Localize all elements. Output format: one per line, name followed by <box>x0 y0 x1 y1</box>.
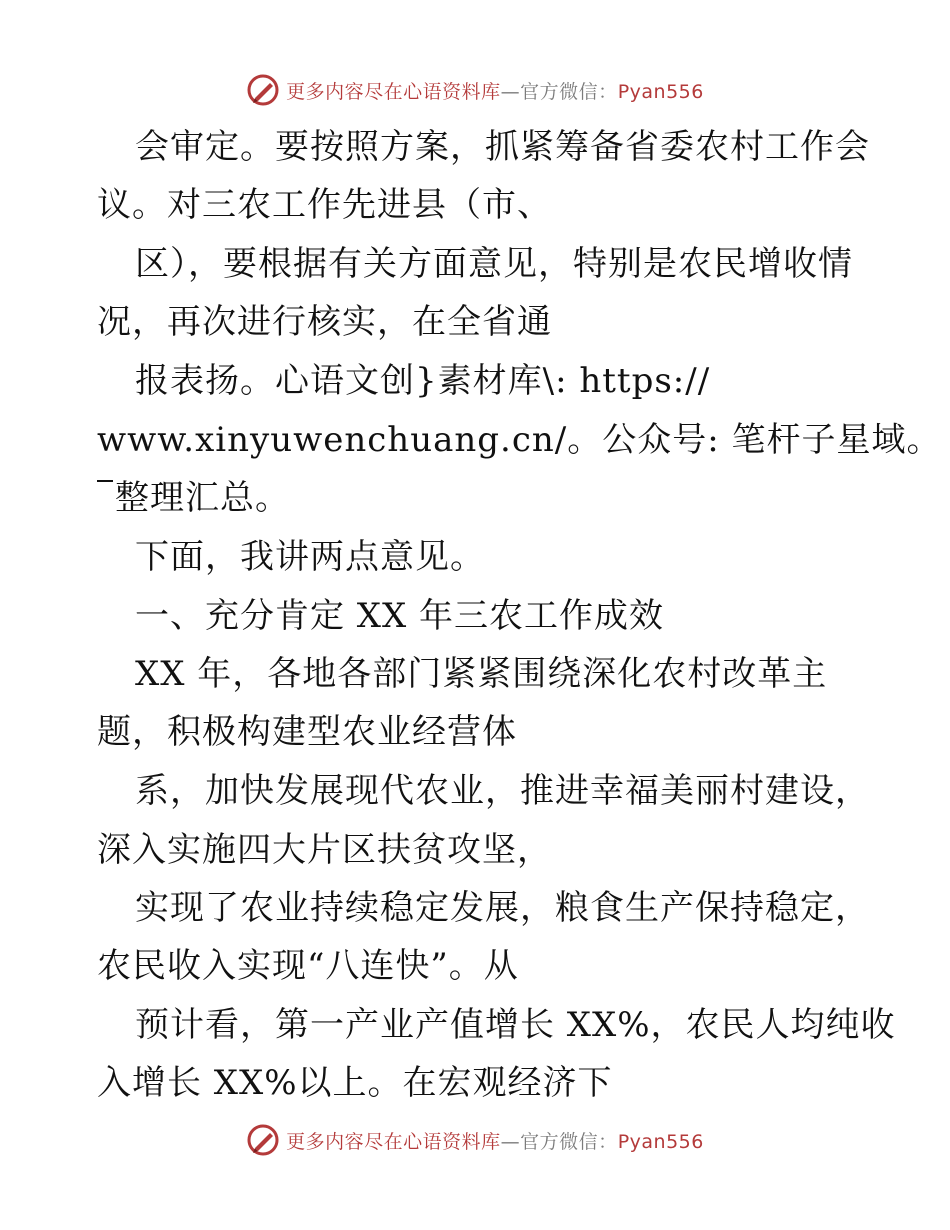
text-line: 区），要根据有关方面意见，特别是农民增收情 <box>135 244 853 284</box>
text-line: 况，再次进行核实，在全省通 <box>97 302 552 342</box>
text-line: 下面，我讲两点意见。 <box>135 537 485 577</box>
text-line: 会审定。要按照方案，抓紧筹备省委农村工作会 <box>135 127 870 167</box>
overline-mark <box>97 480 113 482</box>
text-line: 预计看，第一产业产值增长 XX%，农民人均纯收 <box>135 1005 896 1045</box>
section-heading: 一、充分肯定 XX 年三农工作成效 <box>135 596 665 636</box>
watermark-text: 更多内容尽在心语资料库—官方微信：Pyan556 <box>286 80 704 103</box>
text-line: 系，加快发展现代农业，推进幸福美丽村建设， <box>135 771 870 811</box>
text-line: 实现了农业持续稳定发展，粮食生产保持稳定， <box>135 888 870 928</box>
text-line: 题，积极构建型农业经营体 <box>97 712 517 752</box>
watermark-text: 更多内容尽在心语资料库—官方微信：Pyan556 <box>286 1130 704 1153</box>
text-line: 整理汇总。 <box>115 478 290 518</box>
text-line: 农民收入实现“八连快”。从 <box>97 946 519 986</box>
text-line: 议。对三农工作先进县（市、 <box>97 185 552 225</box>
text-line: XX 年，各地各部门紧紧围绕深化农村改革主 <box>135 654 828 694</box>
text-line: 深入实施四大片区扶贫攻坚， <box>97 830 552 870</box>
pen-logo-icon <box>246 1123 280 1157</box>
text-line: 入增长 XX%以上。在宏观经济下 <box>97 1063 613 1103</box>
footer-watermark <box>0 1120 950 1160</box>
text-line: 报表扬。心语文创}素材库\: https:// <box>135 361 711 401</box>
text-line: www.xinyuwenchuang.cn/。公众号: 笔杆子星域。 <box>97 420 942 460</box>
